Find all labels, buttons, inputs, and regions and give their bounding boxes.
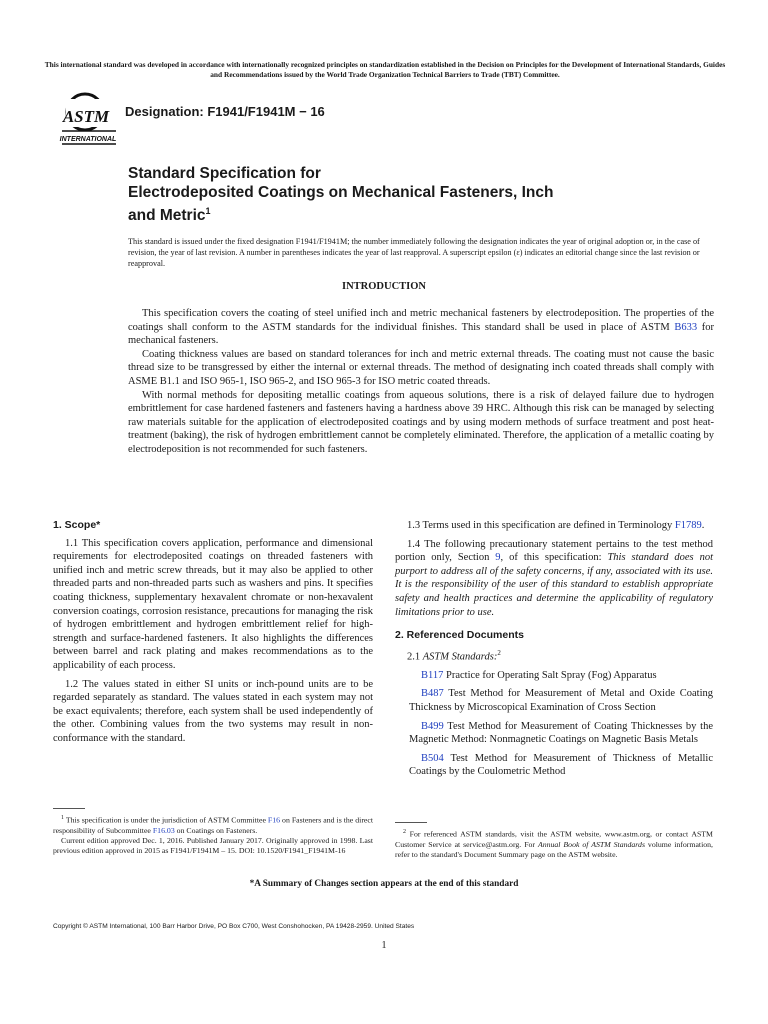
footnote-rule-right <box>395 822 427 823</box>
intro-p1-text-b: for mechanical fasteners. <box>128 321 714 347</box>
referenced-list <box>395 669 713 779</box>
link-f16-03[interactable]: F16.03 <box>152 825 175 835</box>
link-f16[interactable]: F16 <box>267 815 281 825</box>
ref-b499-title: Test Method for Measurement of Coating Thicknesses by the Magnetic Method: Nonmagnetic Coatings on Magnetic Basis Metals <box>409 720 713 746</box>
scope-1-4-text-a: 1.4 The following precautionary statement pertains to the test method portion only, Section <box>395 538 713 564</box>
link-f1789[interactable]: F1789 <box>674 520 702 531</box>
intro-paragraph-3: With normal methods for depositing metallic coatings from aqueous solutions, there is a risk of delayed failure due to hydrogen embrittlement for case hardened fasteners and fasteners having a hardness above 39 HRC. Although this risk can be managed by selecting raw materials suitable for the application of electrodeposited coatings and by using modern methods of surface treatment and post heat-treatment (baking), the risk of hydrogen embrittlement cannot be completely eliminated. Therefore, the application of a metallic coating by electrodeposition is not recommended for such fasteners. <box>128 389 714 455</box>
list-item <box>395 752 713 779</box>
footnote-1-text-c: on Coatings on Fasteners. <box>174 825 258 835</box>
scope-1-4-text-b: , of this specification: <box>500 552 608 564</box>
scope-heading: 1. Scope* <box>53 519 101 531</box>
ref-b504-title: Test Method for Measurement of Thickness of Metallic Coatings by the Coulometric Method <box>409 752 713 778</box>
scope-1-3 <box>395 519 713 533</box>
footnote-2-paragraph <box>395 827 713 860</box>
link-b499[interactable]: B499 <box>421 720 444 732</box>
preamble: This standard is issued under the fixed designation F1941/F1941M; the number immediately following the designation indicates the year of original adoption or, in the case of revision, the year of last revision. A number in parentheses indicates the year of last reapproval. A superscript epsilon (ε) indicates an editorial change since the last revision or reapproval. <box>128 237 700 268</box>
link-b487[interactable]: B487 <box>421 688 444 700</box>
list-item <box>395 687 713 714</box>
astm-logo-mark <box>60 94 117 144</box>
document-title <box>128 164 668 225</box>
link-b633[interactable]: B633 <box>674 321 698 333</box>
footnote-2-mark: 2 <box>403 829 406 835</box>
footnote-rule-left <box>53 808 85 809</box>
logo-text: ASTM <box>62 107 110 126</box>
scope-1-3-text-b: . <box>701 520 705 531</box>
page-number: 1 <box>381 940 387 951</box>
right-column <box>395 519 713 784</box>
scope-1-1: 1.1 This specification covers application, performance and dimensional requirements for electrodeposited coatings on threaded fasteners with unified inch and metric screw threads, but it may also be applied to other threaded parts and non-threaded parts such as washers and pins. It specifies coating thickness, supplementary hexavalent chromate or non-hexavalent conversion coatings, corrosion resistance, precautions for managing the risk of hydrogen embrittlement and hydrogen embrittlement relief for high-strength and surface-hardened fasteners. It also highlights the differences between barrel and rack plating and makes recommendations as to the applicability of each process. <box>53 537 373 671</box>
footnote-1 <box>53 808 373 856</box>
astm-standards-subheading <box>395 647 713 664</box>
link-b504[interactable]: B504 <box>421 752 444 764</box>
ref-b117-title: Practice for Operating Salt Spray (Fog) Apparatus <box>443 669 657 681</box>
footnote-2-text-a: For referenced ASTM standards, visit the ASTM website, www.astm.org, or contact ASTM Customer Service at service@astm.org. For <box>395 829 713 849</box>
footnote-2-text-b: volume information, refer to the standard's Document Summary page on the ASTM website. <box>395 839 713 859</box>
left-column <box>53 519 373 751</box>
title-line-2: Electrodeposited Coatings on Mechanical Fasteners, Inch <box>128 184 554 201</box>
wto-notice: This international standard was developed in accordance with internationally recognized principles on standardization established in the Decision on Principles for the Development of International Standards, Guides and Recommendations issued by the World Trade Organization Technical Barriers to Trade (TBT) Committee. <box>44 60 726 79</box>
ref-b487-title: Test Method for Measurement of Metal and Oxide Coating Thickness by Microscopical Examination of Cross Section <box>409 688 713 714</box>
footnote-1-mark: 1 <box>61 815 64 821</box>
title-line-1: Standard Specification for <box>128 165 321 182</box>
footnote-2-italic: Annual Book of ASTM Standards <box>537 839 645 849</box>
footnote-1-paragraph-2: Current edition approved Dec. 1, 2016. Published January 2017. Originally approved in 1998. Last previous edition approved in 2015 as F1941/F1941M – 15. DOI: 10.1520/F1941_F1941M-16 <box>53 835 373 855</box>
astm-logo <box>58 90 118 148</box>
summary-of-changes-note: *A Summary of Changes section appears at the end of this standard <box>249 879 519 889</box>
copyright-line: Copyright © ASTM International, 100 Barr Harbor Drive, PO Box C700, West Conshohocken, PA 19428-2959. United States <box>53 923 415 930</box>
scope-1-2: 1.2 The values stated in either SI units or inch-pound units are to be regarded separately as standard. The values stated in each system may not be exact equivalents; therefore, each system shall be used independently of the other. Combining values from the two systems may result in non-conformance with the standard. <box>53 678 373 744</box>
footnote-2 <box>395 822 713 860</box>
list-item <box>395 720 713 747</box>
intro-paragraph-2: Coating thickness values are based on standard tolerances for inch and metric external threads. The coating must not cause the basic thread size to be transgressed by either the internal or external threads. The method of designating inch coated threads shall comply with ASME B1.1 and ISO 965-1, ISO 965-2, and ISO 965-3 for ISO metric coated threads. <box>128 348 714 387</box>
list-item <box>395 669 713 683</box>
footnote-1-text-a: This specification is under the jurisdiction of ASTM Committee <box>65 815 268 825</box>
footnote-1-paragraph-1 <box>53 813 373 836</box>
introduction-heading: INTRODUCTION <box>341 281 426 292</box>
footnote-1-text-b: on Fasteners and is the direct responsibility of Subcommittee <box>53 815 374 835</box>
designation: Designation: F1941/F1941M − 16 <box>125 104 325 119</box>
astm-standards-label: ASTM Standards: <box>422 651 498 663</box>
introduction-body <box>128 307 714 457</box>
scope-1-3-text-a: 1.3 Terms used in this specification are defined in Terminology <box>407 520 675 531</box>
astm-standards-footnote-mark: 2 <box>497 648 501 657</box>
link-b117[interactable]: B117 <box>421 669 444 681</box>
scope-1-4 <box>395 538 713 620</box>
safety-statement: This standard does not purport to address all of the safety concerns, if any, associated with its use. It is the responsibility of the user of this standard to establish appropriate safety and health practices and determine the applicability of regulatory limitations prior to use. <box>395 552 714 618</box>
referenced-documents-heading: 2. Referenced Documents <box>395 629 524 642</box>
link-section-9[interactable]: 9 <box>495 552 501 564</box>
intro-p1-text-a: This specification covers the coating of steel unified inch and metric mechanical fasteners by electrodeposition. The properties of the coatings shall conform to the ASTM standards for the individual finishes. This standard shall be used in place of ASTM <box>128 308 714 333</box>
logo-subtext: INTERNATIONAL <box>59 136 117 143</box>
title-line-3-text: and Metric <box>128 207 206 225</box>
astm-standards-number: 2.1 <box>407 651 423 663</box>
title-footnote-mark: 1 <box>205 206 211 216</box>
title-line-3 <box>128 202 668 225</box>
intro-paragraph-1 <box>128 307 714 348</box>
